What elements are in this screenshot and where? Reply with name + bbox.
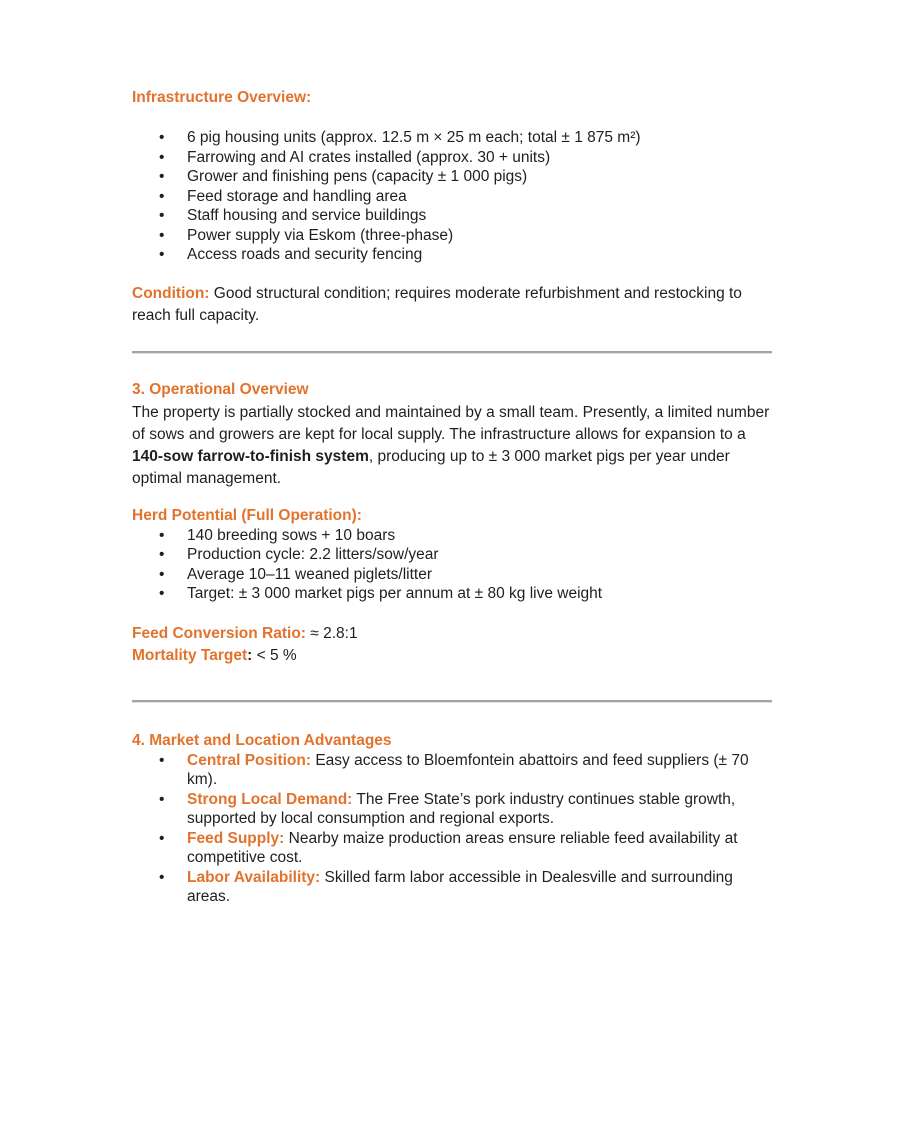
list-item [132, 226, 772, 246]
list-item-text: Farrowing and AI crates installed (approx. 30 + units) [187, 148, 551, 166]
condition-paragraph [132, 283, 772, 327]
bullet-icon [132, 751, 187, 790]
herd-potential-heading: Herd Potential (Full Operation): [132, 506, 362, 524]
list-item [132, 167, 772, 187]
bullet-icon [132, 526, 187, 546]
bullet-icon [132, 584, 187, 604]
list-item [132, 829, 772, 868]
list-item [132, 790, 772, 829]
bullet-icon [132, 167, 187, 187]
feed-conversion-value: ≈ 2.8:1 [305, 624, 358, 642]
operational-heading: 3. Operational Overview [132, 380, 309, 398]
bullet-icon [132, 565, 187, 585]
list-item [132, 526, 772, 546]
section-divider [132, 700, 772, 703]
list-item [132, 584, 772, 604]
operational-bold-text: 140-sow farrow-to-finish system [132, 447, 369, 465]
bullet-icon [132, 128, 187, 148]
feed-conversion-line [132, 623, 772, 645]
operational-text: , producing up to ± 3 000 market pigs per year under optimal management. [132, 447, 730, 487]
list-item-text [187, 829, 772, 868]
list-item [132, 128, 772, 148]
list-item [132, 245, 772, 265]
list-item-text: 6 pig housing units (approx. 12.5 m × 25 m each; total ± 1 875 m²) [187, 129, 641, 146]
infrastructure-heading: Infrastructure Overview: [132, 89, 312, 106]
list-item-text: Grower and finishing pens (capacity ± 1 000 pigs) [187, 168, 528, 185]
list-item-text: Access roads and security fencing [187, 246, 423, 263]
list-item [132, 868, 772, 907]
market-item-text: Nearby maize production areas ensure reliable feed availability at competitive cost. [187, 829, 738, 866]
list-item-text: Feed storage and handling area [187, 187, 407, 205]
market-item-label: Feed Supply: [187, 829, 285, 847]
list-item [132, 751, 772, 790]
list-item-text: Power supply via Eskom (three-phase) [187, 226, 454, 244]
bullet-icon [132, 245, 187, 265]
mortality-target-label: Mortality Target [132, 646, 248, 664]
bullet-icon [132, 545, 187, 565]
bullet-icon [132, 226, 187, 246]
list-item-text: 140 breeding sows + 10 boars [187, 526, 396, 544]
feed-conversion-label: Feed Conversion Ratio: [132, 624, 306, 642]
list-item [132, 545, 772, 565]
market-item-text: The Free State’s pork industry continues stable growth, supported by local consumption and regional exports. [187, 790, 736, 827]
bullet-icon [132, 206, 187, 226]
market-item-label: Central Position: [187, 751, 312, 769]
infrastructure-list [132, 128, 772, 265]
mortality-target-colon: : [247, 646, 253, 664]
market-item-text: Skilled farm labor accessible in Dealesville and surrounding areas. [187, 868, 733, 905]
market-item-label: Strong Local Demand: [187, 790, 353, 808]
bullet-icon [132, 790, 187, 829]
list-item [132, 148, 772, 168]
list-item-text [187, 790, 772, 829]
mortality-target-line [132, 645, 772, 667]
operational-paragraph [132, 402, 772, 490]
list-item-text [187, 751, 772, 790]
market-item-label: Labor Availability: [187, 868, 321, 886]
bullet-icon [132, 187, 187, 207]
herd-potential-list [132, 526, 772, 604]
market-item-text: Easy access to Bloemfontein abattoirs and feed suppliers (± 70 km). [187, 751, 749, 788]
bullet-icon [132, 148, 187, 168]
condition-text: Good structural condition; requires moderate refurbishment and restocking to reach full capacity. [132, 284, 742, 324]
condition-label: Condition: [132, 284, 210, 302]
market-heading: 4. Market and Location Advantages [132, 731, 392, 749]
document-content [132, 88, 772, 907]
operational-text: The property is partially stocked and maintained by a small team. Presently, a limited number of sows and growers are kept for local supply. The infrastructure allows for expansion to a [132, 403, 770, 443]
mortality-target-value: < 5 % [252, 646, 297, 664]
list-item [132, 565, 772, 585]
list-item-text: Target: ± 3 000 market pigs per annum at ± 80 kg live weight [187, 585, 603, 602]
list-item-text: Production cycle: 2.2 litters/sow/year [187, 546, 439, 563]
bullet-icon [132, 868, 187, 907]
list-item [132, 206, 772, 226]
market-list [132, 751, 772, 907]
bullet-icon [132, 829, 187, 868]
list-item-text: Average 10–11 weaned piglets/litter [187, 565, 433, 583]
list-item-text: Staff housing and service buildings [187, 207, 427, 224]
list-item-text [187, 868, 772, 907]
section-divider [132, 351, 772, 354]
list-item [132, 187, 772, 207]
